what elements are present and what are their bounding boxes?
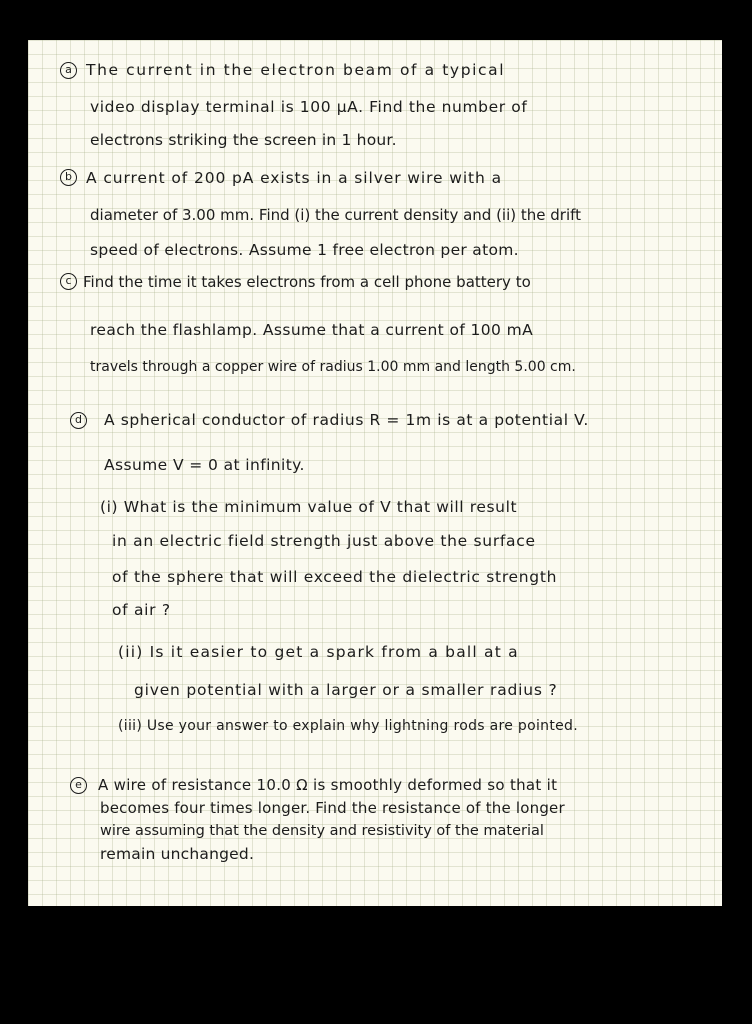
notebook-page bbox=[28, 40, 722, 906]
question-a-line-3: electrons striking the screen in 1 hour. bbox=[90, 131, 397, 149]
question-d-line-6: of air ? bbox=[112, 601, 171, 619]
question-c-line-2: reach the flashlamp. Assume that a current of 100 mA bbox=[90, 321, 534, 339]
question-d-line-7: (ii) Is it easier to get a spark from a ball at a bbox=[118, 643, 519, 661]
question-d-line-8: given potential with a larger or a smaller radius ? bbox=[134, 681, 558, 699]
question-e-marker: e bbox=[70, 777, 87, 794]
question-d-marker: d bbox=[70, 412, 87, 429]
question-e-line-3: wire assuming that the density and resistivity of the material bbox=[100, 823, 544, 839]
question-d-line-4: in an electric field strength just above the surface bbox=[112, 532, 536, 550]
question-e-line-4: remain unchanged. bbox=[100, 845, 255, 863]
question-b-marker: b bbox=[60, 169, 77, 186]
question-a-line-2: video display terminal is 100 μA. Find the number of bbox=[90, 98, 528, 116]
question-a-line-1: The current in the electron beam of a typical bbox=[86, 61, 506, 79]
question-e-line-1: A wire of resistance 10.0 Ω is smoothly deformed so that it bbox=[98, 776, 558, 794]
question-b-line-2: diameter of 3.00 mm. Find (i) the current density and (ii) the drift bbox=[90, 206, 582, 224]
question-d-line-3: (i) What is the minimum value of V that will result bbox=[100, 498, 518, 516]
question-c-line-1: Find the time it takes electrons from a cell phone battery to bbox=[83, 273, 531, 291]
question-c-marker: c bbox=[60, 273, 77, 290]
question-c-line-3: travels through a copper wire of radius 1.00 mm and length 5.00 cm. bbox=[90, 359, 576, 375]
question-d-line-5: of the sphere that will exceed the dielectric strength bbox=[112, 568, 558, 586]
question-b-line-3: speed of electrons. Assume 1 free electron per atom. bbox=[90, 241, 519, 259]
question-e-line-2: becomes four times longer. Find the resistance of the longer bbox=[100, 799, 565, 817]
question-d-line-1: A spherical conductor of radius R = 1m is at a potential V. bbox=[104, 411, 589, 429]
question-d-line-9: (iii) Use your answer to explain why lightning rods are pointed. bbox=[118, 718, 578, 734]
question-a-marker: a bbox=[60, 62, 77, 79]
question-b-line-1: A current of 200 pA exists in a silver wire with a bbox=[86, 169, 502, 187]
question-d-line-2: Assume V = 0 at infinity. bbox=[104, 456, 305, 474]
